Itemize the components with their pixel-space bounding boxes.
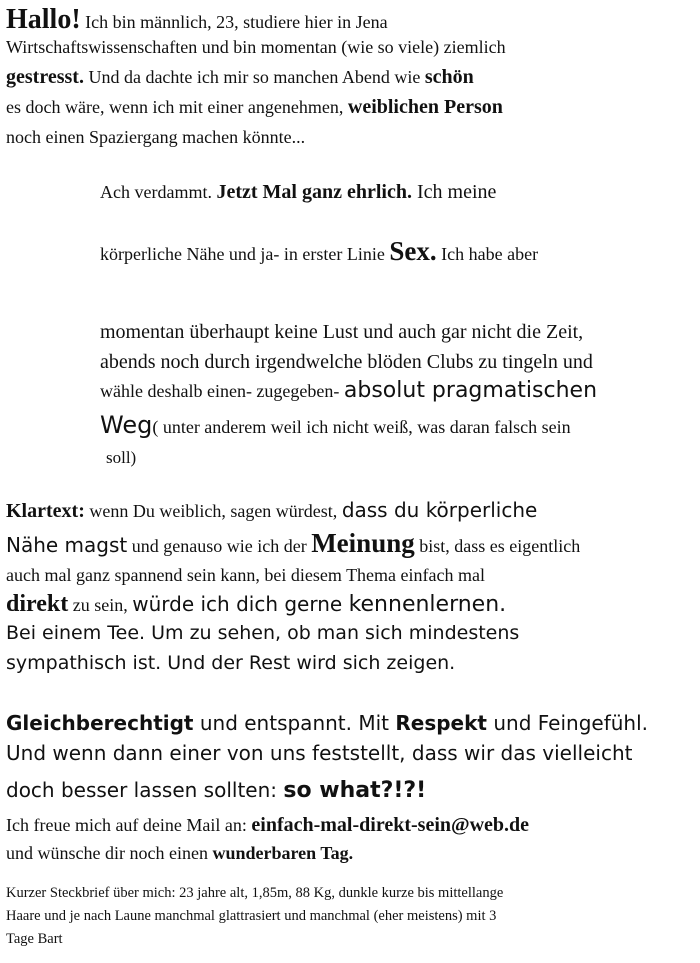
- equal-line-4: [6, 815, 529, 835]
- honest-text: wähle deshalb einen- zugegeben-: [100, 381, 344, 401]
- intro-text: Und da dachte ich mir so manchen Abend wie: [83, 67, 425, 87]
- honest-text: Ich meine: [411, 181, 497, 203]
- stressed-word: gestresst.: [6, 66, 84, 88]
- direct-word: direkt: [6, 591, 69, 617]
- klartext-label: Klartext:: [6, 500, 85, 522]
- honest-text: Ach verdammt.: [100, 182, 217, 202]
- equal-text: Ich freue mich auf deine Mail an:: [6, 815, 252, 835]
- honest-line-5: [100, 380, 597, 402]
- meet-word: kennenlernen.: [348, 592, 507, 617]
- way-word: Weg: [100, 411, 153, 439]
- female-person: weiblichen Person: [347, 96, 503, 118]
- pragmatic-phrase: absolut pragmatischen: [343, 378, 598, 403]
- clear-text: wenn Du weiblich, sagen würdest,: [84, 501, 342, 521]
- intro-line-2: Wirtschaftswissenschaften und bin momentan (wie so viele) ziemlich: [6, 37, 506, 57]
- clear-line-5: Bei einem Tee. Um zu sehen, ob man sich mindestens: [6, 622, 520, 644]
- clear-line-1: [6, 500, 537, 521]
- honest-line-2: [100, 238, 538, 265]
- clear-line-2: [6, 530, 580, 557]
- honest-line-1: [100, 182, 496, 202]
- so-what-phrase: so what?!?!: [283, 778, 427, 803]
- intro-line-1: [6, 6, 388, 34]
- intro-text: es doch wäre, wenn ich mit einer angenehmen,: [6, 97, 348, 117]
- intro-line-4: [6, 97, 503, 117]
- clear-line-6: sympathisch ist. Und der Rest wird sich zeigen.: [6, 652, 456, 674]
- clear-line-4: [6, 592, 506, 616]
- clear-text: dass du körperliche: [341, 498, 538, 522]
- equal-text: und entspannt. Mit: [193, 711, 396, 735]
- equal-line-2: Und wenn dann einer von uns feststellt, dass wir das vielleicht: [6, 741, 633, 765]
- profile-line-1: Kurzer Steckbrief über mich: 23 jahre alt, 1,85m, 88 Kg, dunkle kurze bis mittellange: [6, 885, 504, 901]
- greeting: Hallo!: [6, 4, 81, 35]
- honest-text: Ich habe aber: [436, 244, 539, 264]
- clear-text: und genauso wie ich der: [127, 536, 312, 556]
- equal-text: und Feingefühl.: [486, 711, 648, 735]
- clear-text: bist, dass es eigentlich: [414, 536, 581, 556]
- honest-text: ( unter anderem weil ich nicht weiß, was daran falsch sein: [152, 417, 571, 437]
- equal-line-1: [6, 713, 648, 733]
- schoen-word: schön: [424, 66, 474, 88]
- honest-phrase: Jetzt Mal ganz ehrlich.: [216, 181, 412, 203]
- honest-line-4: abends noch durch irgendwelche blöden Clubs zu tingeln und: [100, 351, 593, 373]
- equal-word: Gleichberechtigt: [6, 711, 194, 735]
- clear-text: würde ich dich gerne: [132, 592, 349, 616]
- equal-text: und wünsche dir noch einen: [6, 843, 213, 863]
- honest-text: körperliche Nähe und ja- in erster Linie: [100, 244, 390, 264]
- email-address: einfach-mal-direkt-sein@web.de: [251, 814, 530, 836]
- intro-text: Ich bin männlich, 23, studiere hier in Jena: [80, 12, 388, 32]
- opinion-word: Meinung: [311, 528, 415, 558]
- equal-line-5: [6, 844, 353, 862]
- equal-line-3: [6, 780, 426, 802]
- intro-line-5: noch einen Spaziergang machen könnte...: [6, 127, 306, 147]
- profile-line-2: Haare und je nach Laune manchmal glattrasiert und manchmal (eher meistens) mit 3: [6, 908, 497, 924]
- clear-line-3: auch mal ganz spannend sein kann, bei diesem Thema einfach mal: [6, 565, 485, 585]
- profile-line-3: Tage Bart: [6, 931, 63, 947]
- clear-text: Nähe magst: [6, 533, 128, 557]
- wonderful-day: wunderbaren Tag.: [212, 843, 354, 863]
- respect-word: Respekt: [395, 711, 487, 735]
- honest-line-7: soll): [106, 448, 137, 467]
- clear-text: zu sein,: [68, 595, 133, 615]
- intro-line-3: [6, 67, 474, 87]
- sex-word: Sex.: [389, 236, 437, 266]
- honest-line-6: [100, 413, 571, 437]
- honest-line-3: momentan überhaupt keine Lust und auch gar nicht die Zeit,: [100, 321, 584, 343]
- equal-text: doch besser lassen sollten:: [6, 778, 284, 802]
